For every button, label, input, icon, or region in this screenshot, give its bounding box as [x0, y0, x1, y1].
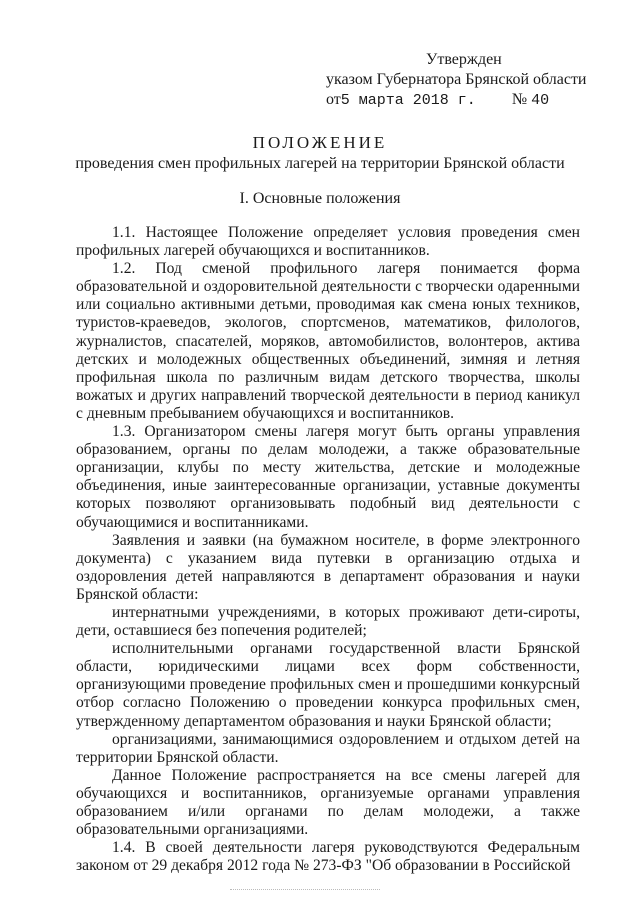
approval-number: 40 — [531, 92, 550, 109]
paragraph: 1.3. Организатором смены лагеря могут быть органы управления образованием, органы по делам молодежи, а также образовательные организации, клубы по месту жительства, детские и молодежные объединения, иные заинтересованные организации, уставные документы которых позволяют организовывать подобный вид деятельности с обучающимися и воспитанниками. — [76, 423, 580, 531]
document-body — [76, 224, 580, 875]
scan-artifact — [230, 889, 380, 892]
paragraph: исполнительными органами государственной власти Брянской области, юридическими лицами всех форм собственности, организующими проведение профильных смен и прошедшими конкурсный отбор согласно Положению о проведении конкурса профильных смен, утвержденному департаментом образования и науки Брянской области; — [76, 640, 580, 730]
paragraph: организациями, занимающимися оздоровлением и отдыхом детей на территории Брянской области. — [76, 730, 580, 766]
approval-authority: указом Губернатора Брянской области — [326, 71, 587, 88]
paragraph: 1.1. Настоящее Положение определяет условия проведения смен профильных лагерей обучающихся и воспитанников. — [76, 224, 580, 260]
paragraph: 1.2. Под сменой профильного лагеря понимается форма образовательной и оздоровительной деятельности с творчески одаренными или социально активными детьми, проводимая как смена юных техников, туристов-краеведов, экологов, спортсменов, математиков, филологов, журналистов, спасателей, моряков, автомобилистов, волонтеров, актива детских и молодежных общественных объединений, зимняя и летняя профильная школа по различным видам детского творчества, школы вожатых и других направлений творческой деятельности в период каникул с дневным пребыванием обучающихся и воспитанников. — [76, 260, 580, 422]
document-subtitle: проведения смен профильных лагерей на территории Брянской области — [75, 155, 565, 172]
paragraph: интернатными учреждениями, в которых проживают дети-сироты, дети, оставшиеся без попечения родителей; — [76, 603, 580, 640]
document-title: ПОЛОЖЕНИЕ — [252, 133, 388, 152]
number-label: № — [511, 91, 528, 108]
approval-date-line — [326, 90, 587, 111]
paragraph: 1.4. В своей деятельности лагеря руководствуются Федеральным законом от 29 декабря 2012 года № 273-ФЗ "Об образовании в Российской — [76, 839, 580, 875]
section-heading: I. Основные положения — [239, 190, 401, 207]
approval-label: Утвержден — [426, 51, 502, 68]
paragraph: Заявления и заявки (на бумажном носителе, в форме электронного документа) с указанием вида путевки в организацию отдыха и оздоровления детей направляются в департамент образования и науки Брянской области: — [76, 531, 580, 603]
approval-date: 5 марта 2018 г. — [340, 92, 476, 109]
date-prefix: от — [326, 91, 341, 108]
approval-block — [326, 50, 587, 111]
paragraph: Данное Положение распространяется на все смены лагерей для обучающихся и воспитанников, организуемые органами управления образованием и/или органами по делам молодежи, а также образовательными организациями. — [76, 766, 580, 839]
